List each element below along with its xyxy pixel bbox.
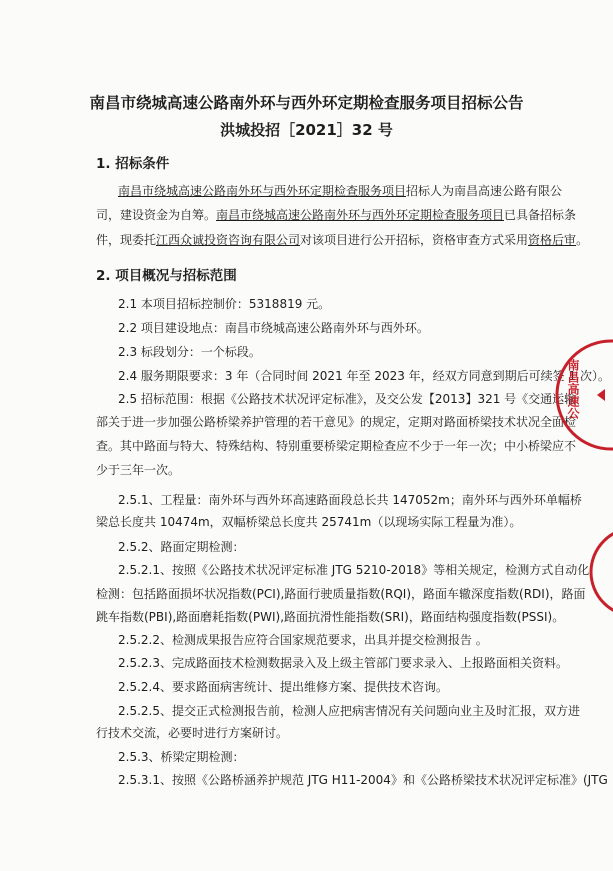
section2-line: 查。其中路面与特大、特殊结构、特别重要桥梁定期检查应不少于一年一次；中小桥梁应不 [96,439,577,453]
text: 。 [576,233,589,247]
section2-line: 2.5 招标范围：根据《公路技术状况评定标准》，及交公发【2013】321 号《交通运输 [118,392,577,406]
section2-line: 2.5.1、工程量：南外环与西外环高速路面段总长共 147052m；南外环与西外环单幅桥 [118,493,582,507]
section2-line: 2.1 本项目招标控制价：5318819 元。 [118,297,331,311]
section2-line: 梁总长度共 10474m，双幅桥梁总长度共 25741m（以现场实际工程量为准）。 [96,515,522,529]
section2-line: 2.5.2、路面定期检测： [118,540,245,554]
section2-line: 行技术交流，必要时进行方案研讨。 [96,726,289,740]
text: 对该项目进行公开招标，资格审查方式采用 [300,233,529,247]
seal-star-icon [597,389,605,401]
company-seal-partial [588,526,613,616]
section2-line: 2.5.2.1、按照《公路技术状况评定标准 JTG 5210-2018》等相关规定，检测方式自动化 [118,563,590,577]
section1-heading: 1. 招标条件 [96,156,170,172]
review-method: 资格后审 [528,233,577,247]
document-title: 南昌市绕城高速公路南外环与西外环定期检查服务项目招标公告 [89,94,524,112]
section2-line: 2.5.2.5、提交正式检测报告前，检测人应把病害情况有关问题向业主及时汇报，双方进 [118,704,580,718]
section2-heading: 2. 项目概况与招标范围 [96,268,237,284]
section2-line: 2.5.2.4、要求路面病害统计、提出维修方案、提供技术咨询。 [118,680,448,694]
section2-line: 2.5.3.1、按照《公路桥涵养护规范 JTG H11-2004》和《公路桥梁技术状况评定标准》(JTG [118,773,608,787]
section2-line: 2.2 项目建设地点：南昌市绕城高速公路南外环与西外环。 [118,321,429,335]
section2-line: 部关于进一步加强公路桥梁养护管理的若干意见》的规定，定期对路面桥梁技术状况全面检 [96,415,577,429]
section1-line [96,232,589,248]
agency-name: 江西众诚投资咨询有限公司 [156,233,301,247]
text: 司，建设资金为自筹。 [96,208,217,222]
section2-line: 跳车指数(PBI),路面磨耗指数(PWI),路面抗滑性能指数(SRI)，路面结构强度指数(PSSI)。 [96,610,565,624]
section2-line: 2.5.3、桥梁定期检测： [118,750,245,764]
section2-line: 少于三年一次。 [96,463,181,477]
section1-line [96,207,577,223]
section2-line: 2.5.2.3、完成路面技术检测数据录入及上级主管部门要求录入、上报路面相关资料。 [118,656,568,670]
section1-line [118,183,563,199]
project-name-link: 南昌市绕城高速公路南外环与西外环定期检查服务项目 [118,184,407,198]
company-seal [553,335,613,455]
section2-line: 检测：包括路面损坏状况指数(PCI),路面行驶质量指数(RQI)，路面车辙深度指数(RDI)，路面 [96,587,586,601]
text: 招标人为南昌高速公路有限公 [406,184,563,198]
document-number: 洪城投招［2021］32 号 [220,121,393,139]
section2-line: 2.5.2.2、检测成果报告应符合国家规范要求，出具并提交检测报告 。 [118,633,488,647]
seal-text: 南昌高速公 [566,359,580,419]
section2-line: 2.3 标段划分：一个标段。 [118,345,261,359]
project-name-link: 南昌市绕城高速公路南外环与西外环定期检查服务项目 [216,208,505,222]
section2-line: 2.4 服务期限要求：3 年（合同时间 2021 年至 2023 年，经双方同意到期后可续签 1 次）。 [118,369,610,383]
text: 已具备招标条 [504,208,577,222]
text: 件，现委托 [96,233,157,247]
